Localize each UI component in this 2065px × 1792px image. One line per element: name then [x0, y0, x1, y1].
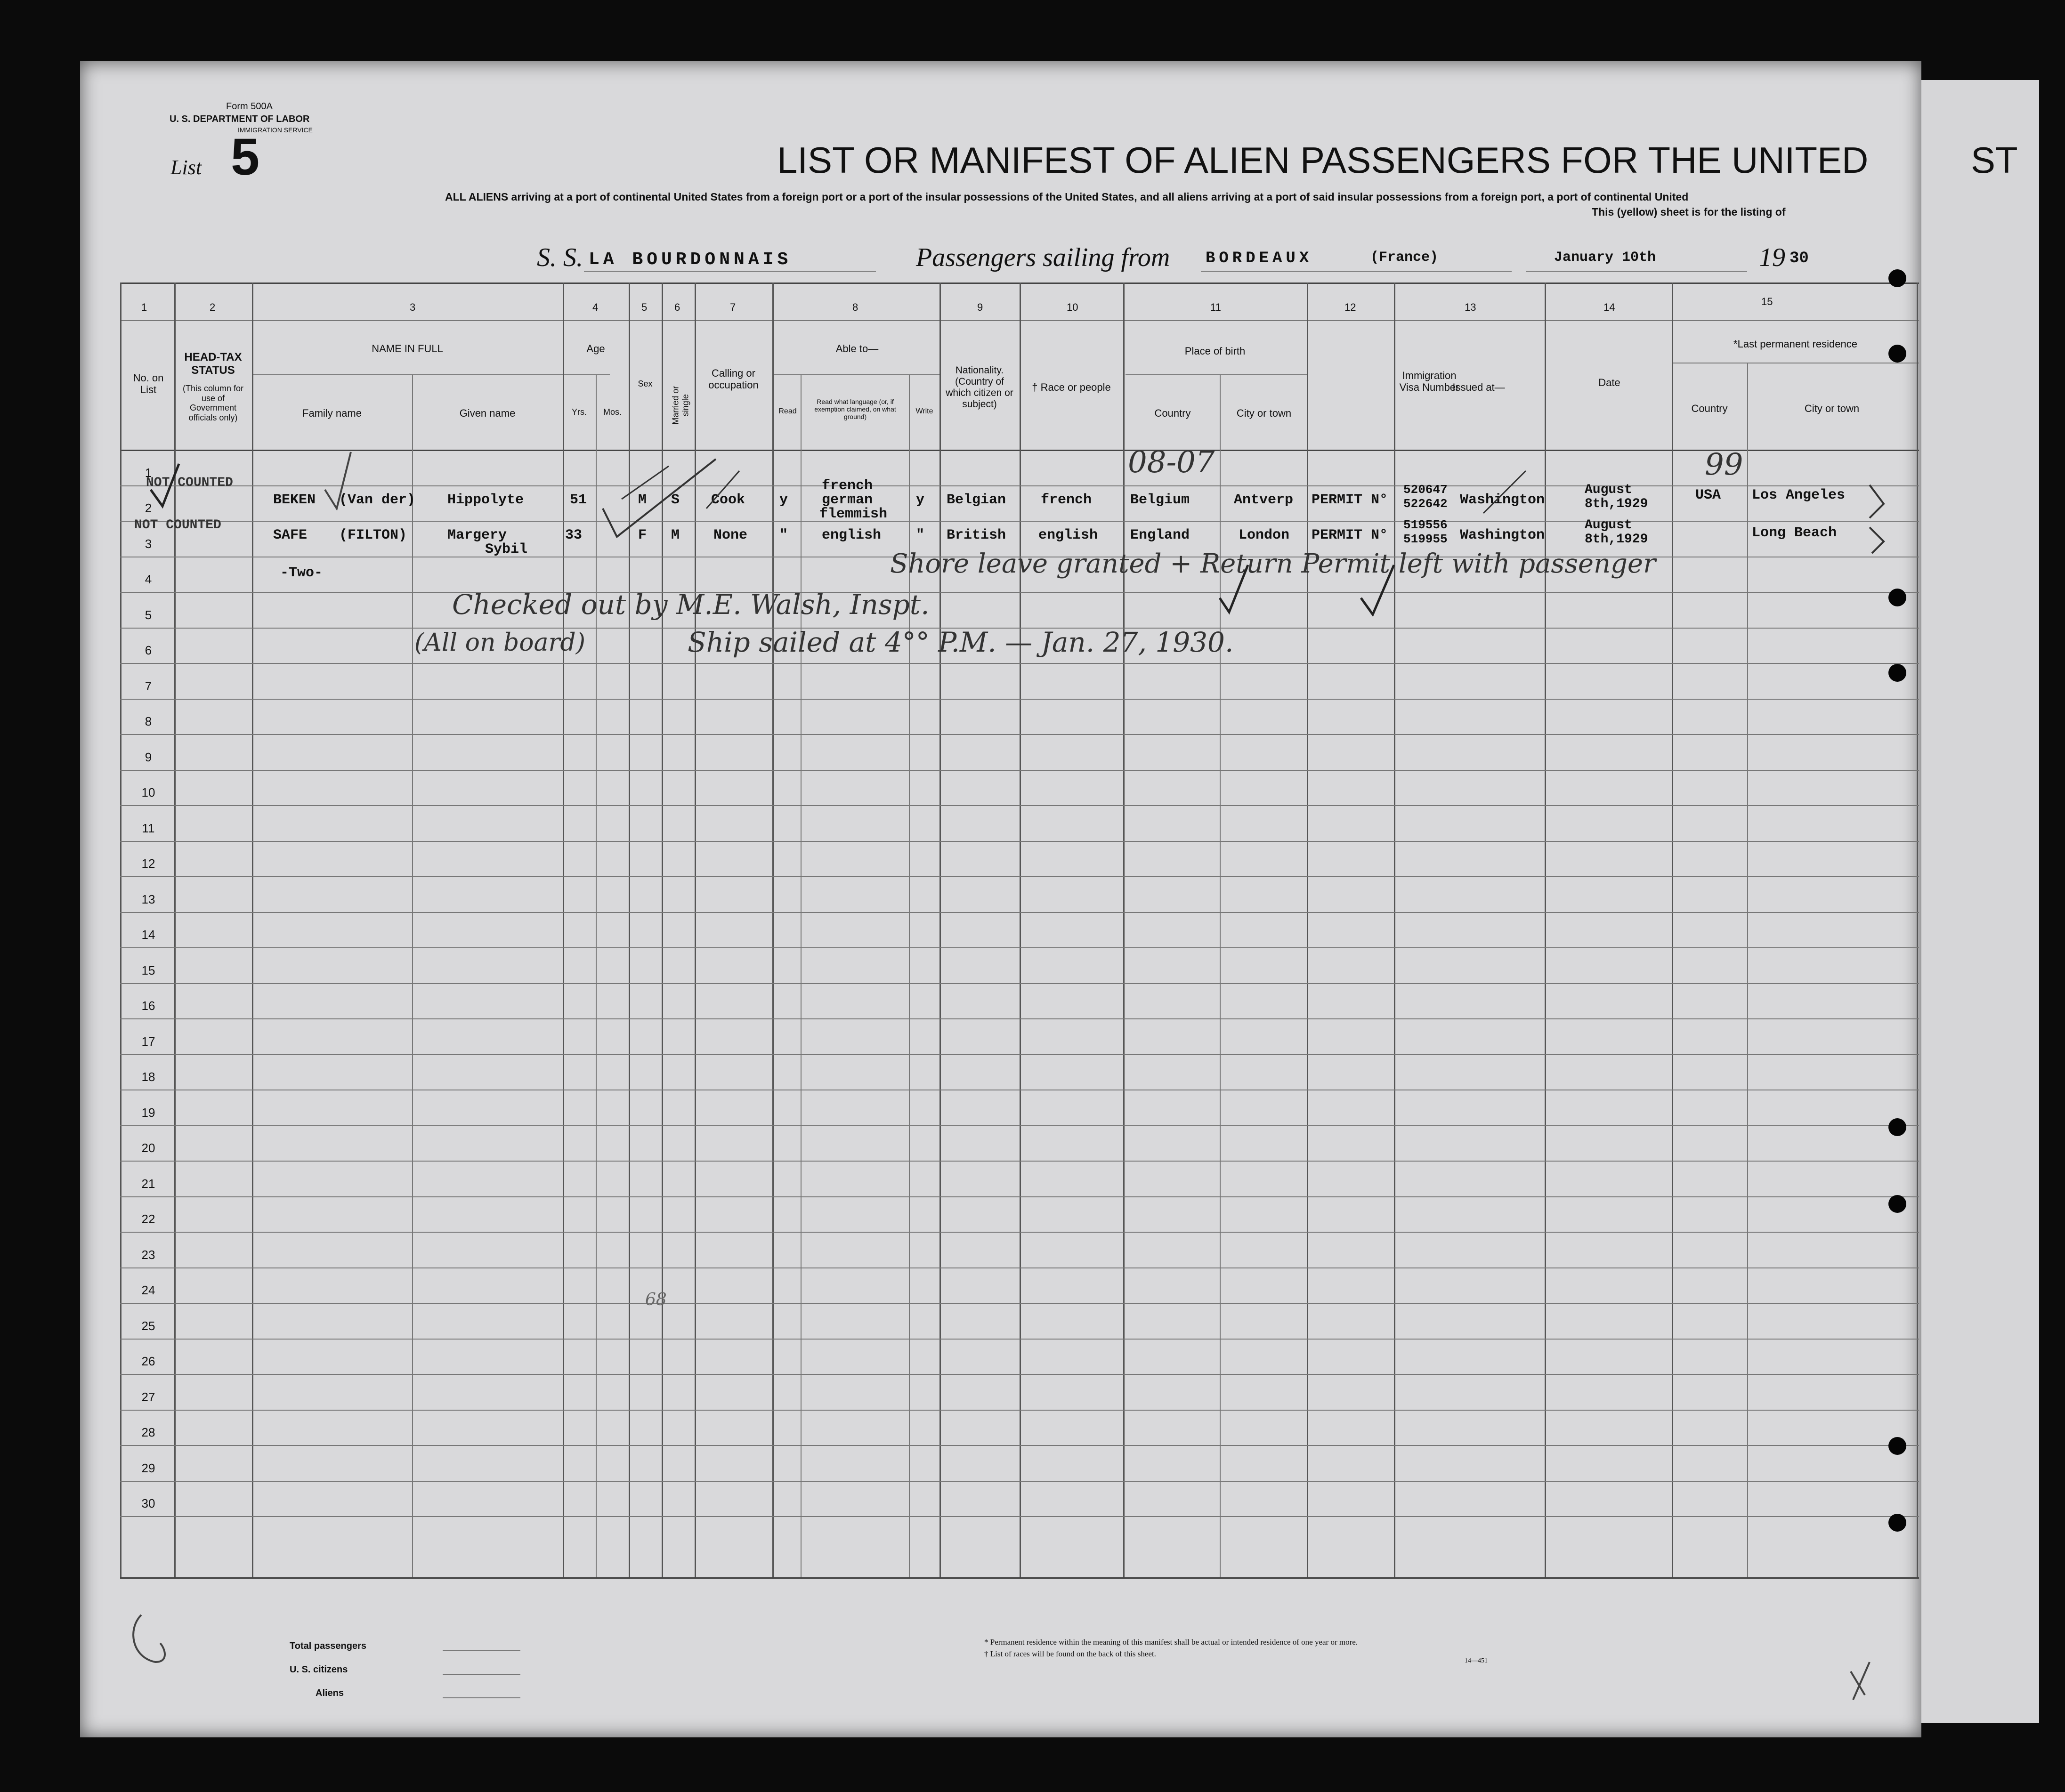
- row-number: 26: [141, 1354, 155, 1368]
- row-number: 23: [141, 1247, 155, 1262]
- col-num: 2: [210, 301, 216, 313]
- port: BORDEAUX: [1206, 250, 1313, 267]
- header-residence-city: City or town: [1804, 403, 1860, 414]
- issued-at: Washington: [1460, 527, 1545, 543]
- col-num: 4: [592, 301, 599, 313]
- handwritten-residence-mark: 99: [1705, 447, 1743, 482]
- slash-mark-icon: [622, 466, 669, 499]
- residence-country: USA: [1695, 487, 1721, 503]
- visa-number: 519556: [1403, 518, 1448, 532]
- head-tax-status: NOT COUNTED: [134, 518, 221, 533]
- marital-status: M: [671, 527, 680, 543]
- given-name: Hippolyte: [447, 492, 524, 508]
- row-number: 12: [141, 856, 155, 871]
- row-number: 25: [141, 1318, 155, 1333]
- row-number: 21: [141, 1176, 155, 1191]
- header-sex: Sex: [638, 379, 653, 388]
- marital-status: S: [671, 492, 680, 508]
- header-visa-number: Immigration Visa Number: [1399, 370, 1459, 394]
- visa-date-month: August: [1585, 483, 1632, 497]
- ss-label: S. S.: [537, 243, 583, 272]
- row-number: 15: [141, 963, 155, 977]
- header-family-name: Family name: [302, 407, 362, 419]
- footer-total-passengers: Total passengers: [290, 1641, 367, 1651]
- given-name: Margery: [447, 527, 507, 543]
- year-suffix: 30: [1790, 250, 1809, 267]
- header-married: Married or single: [671, 386, 690, 425]
- handwritten-page-mark: 68: [645, 1290, 667, 1309]
- language: german: [822, 492, 873, 508]
- binder-hole: [1888, 589, 1906, 606]
- visa-date-month: August: [1585, 518, 1632, 533]
- page-title: LIST OR MANIFEST OF ALIEN PASSENGERS FOR THE UNITED: [777, 139, 1869, 181]
- header-able-to: Able to—: [835, 343, 879, 355]
- handwritten-shore-leave: Shore leave granted + Return Permit left with passenger: [890, 549, 1656, 579]
- col-num: 12: [1344, 301, 1356, 313]
- head-tax-status: NOT COUNTED: [146, 476, 233, 490]
- col-num: 5: [641, 301, 648, 313]
- handwritten-scribble-icon: [133, 1615, 165, 1662]
- row-number: 10: [141, 785, 155, 799]
- handwritten-checked-out: Checked out by M.E. Walsh, Inspt.: [452, 589, 930, 621]
- footer-form-code: 14—451: [1465, 1657, 1488, 1664]
- header-read-language: Read what language (or, if exemption claimed, on what ground): [814, 398, 896, 421]
- sex: M: [638, 492, 647, 508]
- given-name-second: Sybil: [485, 541, 528, 557]
- row-number: 29: [141, 1461, 155, 1475]
- age-years: 33: [565, 527, 583, 543]
- checkmark-icon: [1361, 565, 1394, 614]
- service: IMMIGRATION SERVICE: [238, 126, 313, 134]
- age-years: 51: [570, 492, 587, 508]
- footer-line: [443, 1697, 520, 1698]
- port-country: (France): [1370, 250, 1439, 266]
- header-head-tax-note: (This column for use of Government officials only): [182, 384, 244, 423]
- row-number: 22: [141, 1212, 155, 1226]
- row-number: 13: [141, 892, 155, 906]
- language: english: [822, 527, 882, 543]
- visa-number: 520647: [1403, 483, 1448, 497]
- row-number: 27: [141, 1389, 155, 1404]
- header-birth-country: Country: [1154, 407, 1191, 419]
- header-issued-at: Issued at—: [1452, 381, 1505, 393]
- visa-permit: PERMIT N°: [1312, 527, 1388, 543]
- birth-country: England: [1130, 527, 1190, 543]
- row-number: 3: [145, 536, 152, 551]
- binder-hole: [1888, 664, 1906, 682]
- residence-city: Long Beach: [1752, 525, 1837, 541]
- issued-at: Washington: [1460, 492, 1545, 508]
- col-num: 14: [1603, 301, 1615, 313]
- header-visa-date: Date: [1598, 377, 1620, 388]
- language: french: [822, 478, 873, 494]
- binder-hole: [1888, 1118, 1906, 1136]
- col-num: 7: [730, 301, 736, 313]
- family-name-note: (FILTON): [339, 527, 407, 543]
- checkmark-icon: [1220, 565, 1248, 612]
- footer-aliens: Aliens: [316, 1688, 344, 1698]
- checkmark-icon: [151, 464, 179, 506]
- header-given-name: Given name: [459, 407, 516, 419]
- header-last-residence: *Last permanent residence: [1733, 338, 1857, 350]
- occupation: Cook: [711, 492, 745, 508]
- handwritten-code: 08-07: [1128, 445, 1215, 480]
- visa-permit: PERMIT N°: [1312, 492, 1388, 508]
- nationality: Belgian: [947, 492, 1006, 508]
- row-number: 8: [145, 714, 152, 728]
- birth-country: Belgium: [1130, 492, 1190, 508]
- handwritten-all-on-board: (All on board): [414, 629, 585, 657]
- subtitle-line-1: ALL ALIENS arriving at a port of continental United States from a foreign port or a port of the insular possessions of the United States, and all aliens arriving at a port of said insular possessions from a foreign port, a port of continental United: [445, 191, 1689, 203]
- slash-mark-icon: [1483, 471, 1526, 513]
- sailing-label: Passengers sailing from: [916, 243, 1170, 272]
- list-number: 5: [231, 128, 260, 186]
- row-number: 20: [141, 1141, 155, 1155]
- footer-line: [443, 1674, 520, 1675]
- row-number: 7: [145, 678, 152, 693]
- can-read: ": [779, 527, 788, 543]
- row-number: 1: [145, 465, 152, 480]
- header-age: Age: [586, 343, 605, 355]
- can-write: ": [916, 527, 925, 543]
- binder-hole: [1888, 1195, 1906, 1213]
- footer-note-residence: * Permanent residence within the meaning of this manifest shall be actual or intended residence of one year or more.: [984, 1638, 1358, 1647]
- row-number: 14: [141, 928, 155, 942]
- footer-line: [443, 1650, 520, 1651]
- header-read: Read: [778, 407, 797, 415]
- family-name: SAFE: [273, 527, 308, 543]
- visa-number: 522642: [1403, 497, 1448, 511]
- department: U. S. DEPARTMENT OF LABOR: [170, 114, 310, 124]
- can-read: y: [779, 492, 788, 508]
- checkmark-icon: [325, 452, 351, 509]
- sex: F: [638, 527, 647, 543]
- page-title-continued: ST: [1971, 139, 2018, 181]
- binder-hole: [1888, 269, 1906, 287]
- can-write: y: [916, 492, 925, 508]
- header-name-in-full: NAME IN FULL: [372, 343, 443, 355]
- row-number: 19: [141, 1105, 155, 1120]
- row-number: 28: [141, 1425, 155, 1439]
- visa-date-day: 8th,1929: [1585, 497, 1648, 511]
- form-number: Form 500A: [226, 101, 273, 112]
- row-number: 18: [141, 1070, 155, 1084]
- header-calling: Calling or occupation: [708, 367, 759, 391]
- header-write: Write: [915, 407, 933, 415]
- header-head-tax: HEAD-TAX STATUS: [184, 351, 242, 377]
- header-birth-city: City or town: [1236, 407, 1292, 419]
- total-count: -Two-: [280, 565, 323, 581]
- subtitle-line-2: This (yellow) sheet is for the listing of: [1592, 206, 1786, 218]
- col-num: 6: [674, 301, 680, 313]
- year-prefix: 19: [1759, 243, 1785, 272]
- header-place-of-birth: Place of birth: [1184, 345, 1246, 357]
- family-name: BEKEN: [273, 492, 316, 508]
- birth-city: Antverp: [1234, 492, 1294, 508]
- col-num: 15: [1761, 296, 1773, 307]
- visa-date-day: 8th,1929: [1585, 532, 1648, 547]
- row-number: 9: [145, 750, 152, 764]
- binder-hole: [1888, 1437, 1906, 1455]
- header-nationality: Nationality. (Country of which citizen or subject): [946, 365, 1013, 410]
- birth-city: London: [1239, 527, 1290, 543]
- col-num: 8: [852, 301, 858, 313]
- row-number: 4: [145, 572, 152, 586]
- header-race: † Race or people: [1032, 381, 1111, 393]
- visa-number: 519955: [1403, 532, 1448, 546]
- col-num: 9: [977, 301, 983, 313]
- ship-name: LA BOURDONNAIS: [589, 250, 792, 270]
- row-number: 11: [142, 821, 155, 835]
- sailing-date: January 10th: [1554, 250, 1656, 266]
- binder-hole: [1888, 1514, 1906, 1532]
- footer-us-citizens: U. S. citizens: [290, 1664, 348, 1675]
- binder-hole: [1888, 345, 1906, 363]
- race: french: [1041, 492, 1092, 508]
- cross-mark-icon: [1870, 527, 1884, 553]
- col-num: 13: [1465, 301, 1476, 313]
- cross-mark-icon: [1870, 485, 1884, 518]
- header-no-on-list: No. on List: [133, 372, 164, 396]
- row-number: 30: [141, 1496, 155, 1510]
- race: english: [1038, 527, 1098, 543]
- cross-mark-icon: [1851, 1662, 1870, 1700]
- header-mos: Mos.: [603, 407, 622, 417]
- header-yrs: Yrs.: [571, 407, 587, 417]
- row-number: 5: [145, 607, 152, 622]
- residence-city: Los Angeles: [1752, 487, 1846, 503]
- slash-mark-icon: [706, 471, 739, 509]
- col-num: 3: [410, 301, 416, 313]
- list-label: List: [170, 156, 202, 179]
- nationality: British: [947, 527, 1006, 543]
- language: flemmish: [819, 506, 888, 522]
- handwritten-ship-sailed: Ship sailed at 4°° P.M. — Jan. 27, 1930.: [688, 626, 1234, 658]
- row-number: 17: [141, 1034, 155, 1049]
- row-number: 2: [145, 501, 152, 515]
- row-number: 6: [145, 643, 152, 657]
- row-number: 24: [141, 1283, 155, 1297]
- family-name-note: (Van der): [339, 492, 416, 508]
- footer-note-races: † List of races will be found on the back of this sheet.: [984, 1649, 1156, 1658]
- col-num: 1: [141, 301, 147, 313]
- slash-mark-icon: [603, 459, 716, 537]
- col-num: 10: [1067, 301, 1078, 313]
- header-residence-country: Country: [1691, 403, 1728, 414]
- col-num: 11: [1210, 301, 1221, 313]
- row-number: 16: [141, 999, 155, 1013]
- occupation: None: [713, 527, 748, 543]
